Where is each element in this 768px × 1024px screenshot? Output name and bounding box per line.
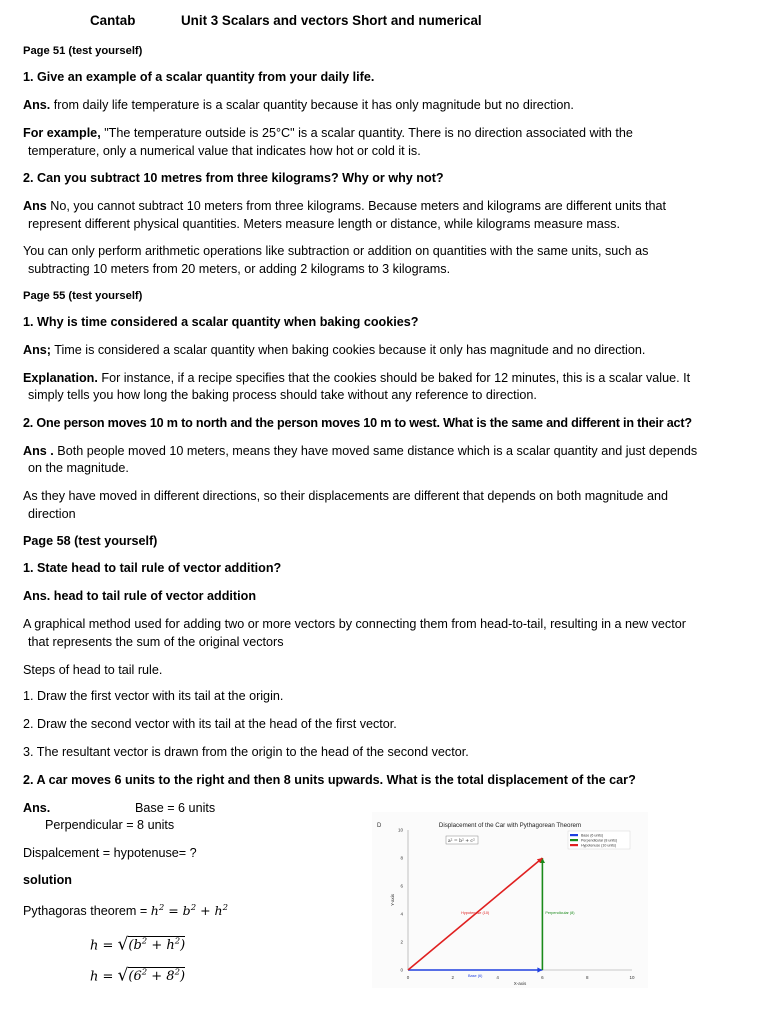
step-1: 1. Draw the first vector with its tail at the origin. xyxy=(23,689,284,703)
plus-h: + h xyxy=(196,903,223,919)
p51-answer-2-line-2: represent different physical quantities. Meters measure length or distance, while kilograms measure mass. xyxy=(28,217,620,231)
y-tick-label: 8 xyxy=(400,855,403,861)
p51-question-2: 2. Can you subtract 10 metres from three kilograms? Why or why not? xyxy=(23,171,444,185)
exponent: 2 xyxy=(141,937,148,947)
h-var: h xyxy=(150,903,159,919)
y-tick-label: 2 xyxy=(400,939,403,945)
step-2: 2. Draw the second vector with its tail at the head of the first vector. xyxy=(23,717,397,731)
displacement-chart xyxy=(372,812,648,988)
legend-swatch-2 xyxy=(570,844,578,846)
y-tick-label: 10 xyxy=(397,827,403,833)
pythagoras-label: Pythagoras theorem = xyxy=(23,904,151,919)
legend-label-0: Base (6 units) xyxy=(581,833,604,838)
p55-answer-1 xyxy=(23,342,645,359)
answer-text: No, you cannot subtract 10 meters from three kilograms. Because meters and kilograms are different units that xyxy=(46,199,667,213)
p51-example-line-1 xyxy=(23,125,633,142)
ans-label: Ans; xyxy=(23,343,51,357)
chart-svg xyxy=(372,812,648,988)
step-3: 3. The resultant vector is drawn from the origin to the head of the second vector. xyxy=(23,745,469,759)
explanation-label: Explanation. xyxy=(23,371,98,385)
p55-explanation-line-1 xyxy=(23,370,690,387)
x-tick-label: 4 xyxy=(496,975,499,980)
p55-answer-2-line-1 xyxy=(23,443,697,460)
exponent: 2 xyxy=(158,903,165,913)
p55-explanation-line-2: simply tells you how long the baking process should take without any reference to direction. xyxy=(28,388,537,402)
radicand-mid: + h xyxy=(147,938,175,954)
x-tick-label: 8 xyxy=(585,975,589,980)
radicand-start: (6 xyxy=(128,969,142,985)
x-tick-label: 0 xyxy=(406,975,410,980)
exponent: 2 xyxy=(141,968,148,978)
base-value: Base = 6 units xyxy=(135,801,216,815)
legend-label-1: Perpendicular (8 units) xyxy=(581,838,618,843)
answer-text: from daily life temperature is a scalar quantity because it has only magnitude but no direction. xyxy=(50,98,574,112)
x-tick-label: 10 xyxy=(629,975,635,980)
exponent: 2 xyxy=(222,903,229,913)
sqrt-icon: √ xyxy=(117,934,129,955)
p58-answer-1-heading: Ans. head to tail rule of vector addition xyxy=(23,589,257,603)
pythagoras-formula xyxy=(23,900,228,920)
p51-para-line-1: You can only perform arithmetic operations like subtraction or addition on quantities with the same units, such as xyxy=(23,244,649,258)
page-51-heading: Page 51 (test yourself) xyxy=(23,45,143,57)
series-label-0: Base (6) xyxy=(468,974,483,978)
legend-swatch-0 xyxy=(570,834,578,836)
p51-question-1: 1. Give an example of a scalar quantity from your daily life. xyxy=(23,70,375,84)
exponent: 2 xyxy=(174,968,180,978)
displacement-question: Dispalcement = hypotenuse= ? xyxy=(23,846,197,860)
ans-label: Ans . xyxy=(23,444,54,458)
legend-swatch-1 xyxy=(570,839,578,841)
p58-definition-line-1: A graphical method used for adding two or more vectors by connecting them from head-to-tail, resulting in a new vector xyxy=(23,617,686,631)
x-axis-label: X-axis xyxy=(513,981,527,986)
x-tick-label: 6 xyxy=(541,975,544,980)
radicand-end: ) xyxy=(180,938,186,954)
p55-para-line-1: As they have moved in different directions, so their displacements are different that depends on both magnitude and xyxy=(23,489,669,503)
ans-label: Ans. xyxy=(23,98,51,112)
answer-text: Both people moved 10 meters, means they have moved same distance which is a scalar quantity and just depends xyxy=(53,444,698,458)
radicand-start: (b xyxy=(128,938,142,954)
y-tick-label: 4 xyxy=(400,911,403,917)
page-55-heading: Page 55 (test yourself) xyxy=(23,290,143,302)
formula-lhs: h = xyxy=(90,969,118,985)
perpendicular-value: Perpendicular = 8 units xyxy=(45,818,175,832)
formula-numeric xyxy=(90,962,185,988)
y-axis-label: Y-axis xyxy=(390,893,395,907)
eq-b: = b xyxy=(164,903,191,919)
series-label-1: Perpendicular (8) xyxy=(545,911,575,915)
solution-label: solution xyxy=(23,873,72,887)
p55-answer-2-line-2: on the magnitude. xyxy=(28,461,129,475)
p58-question-1: 1. State head to tail rule of vector addition? xyxy=(23,561,282,575)
ans-label: Ans xyxy=(23,199,47,213)
exponent: 2 xyxy=(174,937,181,947)
formula-lhs: h = xyxy=(90,938,118,954)
header-title: Unit 3 Scalars and vectors Short and numerical xyxy=(181,13,482,28)
explanation-text: For instance, if a recipe specifies that the cookies should be baked for 12 minutes, this is a scalar value. It xyxy=(97,371,691,385)
x-tick-label: 2 xyxy=(451,975,455,980)
example-text: "The temperature outside is 25°C" is a scalar quantity. There is no direction associated with the xyxy=(100,126,633,140)
p58-question-2: 2. A car moves 6 units to the right and then 8 units upwards. What is the total displacement of the car? xyxy=(23,773,636,787)
p55-question-1: 1. Why is time considered a scalar quantity when baking cookies? xyxy=(23,315,419,329)
marker-label: D xyxy=(377,823,382,829)
steps-title: Steps of head to tail rule. xyxy=(23,663,163,677)
exponent: 2 xyxy=(190,903,197,913)
chart-title: Displacement of the Car with Pythagorean Theorem xyxy=(438,822,582,829)
p58-definition-line-2: that represents the sum of the original vectors xyxy=(28,635,284,649)
p51-para-line-2: subtracting 10 meters from 20 meters, or adding 2 kilograms to 3 kilograms. xyxy=(28,262,451,276)
page-58-heading: Page 58 (test yourself) xyxy=(23,534,158,548)
p51-example-line-2: temperature, only a numerical value that indicates how hot or cold it is. xyxy=(28,144,421,158)
series-label-2: Hypotenuse (10) xyxy=(461,911,490,915)
p55-question-2: 2. One person moves 10 m to north and the person moves 10 m to west. What is the same and different in their act? xyxy=(23,416,692,430)
annotation-text: a² = b² + c² xyxy=(448,839,475,844)
ans-label: Ans. xyxy=(23,801,51,815)
radicand-end: ) xyxy=(180,969,186,985)
example-label: For example, xyxy=(23,126,101,140)
header-left: Cantab xyxy=(90,13,136,28)
legend-label-2: Hypotenuse (10 units) xyxy=(581,843,617,848)
formula-general xyxy=(90,931,185,957)
y-tick-label: 0 xyxy=(400,967,403,973)
p51-answer-1 xyxy=(23,97,574,114)
y-tick-label: 6 xyxy=(400,883,403,889)
radicand-mid: + 8 xyxy=(147,969,175,985)
p51-answer-2-line-1 xyxy=(23,198,666,215)
sqrt-icon: √ xyxy=(117,965,129,986)
p55-para-line-2: direction xyxy=(28,507,76,521)
answer-text: Time is considered a scalar quantity when baking cookies because it only has magnitude and no direction. xyxy=(51,343,646,357)
